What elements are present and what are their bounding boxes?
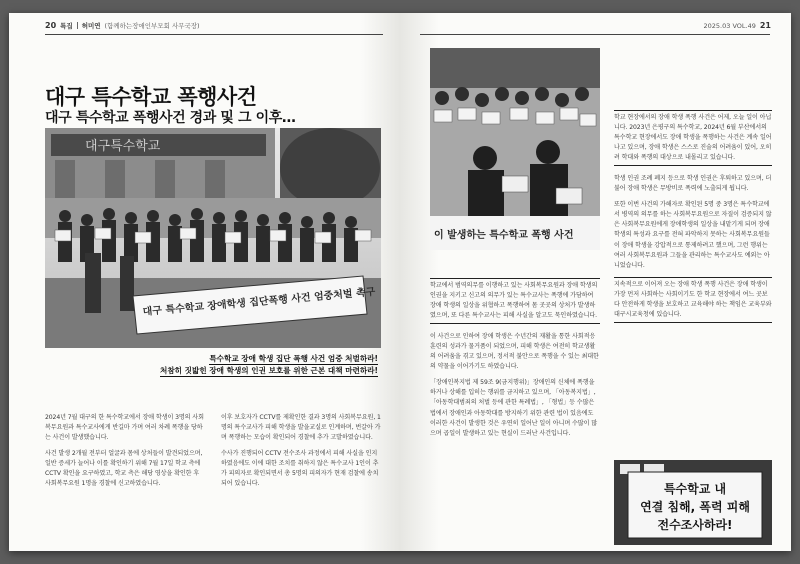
- paragraph: 이후 보호자가 CCTV를 제확인한 결과 3명의 사회복무요원, 1명의 특수교사가 피해 학생을 발을교실로 인계하며, 번갈아 가며 폭행하는 모습이 확인되어 경찰에 추가 고발하였습니다.: [221, 414, 381, 442]
- paragraph: 이 사건으로 인하여 장애 학생은 수년간의 재활을 통한 사회적응 훈련의 성과가 물거품이 되었으며, 피해 학생은 여전히 학교생활의 어려움을 겪고 있으며, 정서적 불안으로 폭행을 수 있는 최대한의 약물을 이어가기도 하였습니다.: [430, 333, 599, 371]
- paragraph: 학생 인권 조례 폐지 등으로 학생 인권은 후퇴하고 있으며, 더불어 장애 학생은 무방비로 폭력에 노출되게 됩니다.: [614, 175, 772, 193]
- protest-photo: [45, 128, 381, 348]
- left-page: [9, 13, 400, 551]
- right-column-1: [430, 278, 600, 445]
- paragraph: 또한 이번 사건의 가해자로 확인된 5명 중 3명은 특수학교에서 병역의 의무를 하는 사회복무요원으로 자질이 검증되지 않은 사회복무요원에게 장애학생의 일상을 내맡기게 되며 장애 학생의 특성과 요구를 전혀 파악하지 못하는 사회복무요원들이 장애 학생을 강압적으로 통제하려고 했으며, 그런 행위는 여러 사회복무요원과 그들을 관리하는 특수교사도 예외는 아니었습니다.: [614, 201, 772, 269]
- sign-photo-image: [614, 460, 772, 545]
- paragraph: 「장애인복지법 제 59조 9(금지행위)」장애인의 신체에 폭행을 하거나 상해를 입히는 행위를 금지하고 있으며, 「아동복지법」, 「아동학대범죄의 처벌 등에 관한 특례법」, 「형법」등 수많은 법에서 장애인과 아동학대를 방지하기 위한 관련 법이 있음에도 이러한 사건이 발생한 것은 우연히 일어난 일이 아니며 수많이 많으며 곱일이 발생하고 있는 현실이 드러난 사건입니다.: [430, 379, 597, 437]
- sign-line-2: 연결 침해, 폭력 피해: [640, 500, 750, 514]
- section-label: 특집: [60, 22, 73, 30]
- page-number: 20: [45, 21, 57, 30]
- paragraph: 2024년 7월 대구의 한 특수학교에서 장애 학생이 3명의 사회복무요원과 특수교사에게 반길마 가며 여러 차례 폭행을 당하는 사건이 발생했습니다.: [45, 414, 204, 442]
- header-rule: [45, 34, 383, 35]
- rally-photo: [430, 48, 600, 250]
- header-rule: [420, 34, 770, 35]
- photo-banner-text: 대구 특수학교 장애학생 집단폭행 사건 엄중처벌 촉구: [142, 286, 376, 318]
- paragraph: 학교 현장에서의 장애 학생 폭행 사건은 어제, 오늘 일이 아닙니다. 2023년 은평구의 특수학교, 2024년 6월 부산에서의 특수학교 현장에서도 장애 학생을 폭행하는 사건은 계속 일어나고 있으며, 장애 학생은 스스로 진술의 어려움이 있어, 오히려 학대와 폭행의 대상으로 내몰리고 있습니다.: [614, 114, 772, 162]
- sign-line-1: 특수학교 내: [663, 482, 727, 496]
- highlighted-paragraph: [614, 277, 772, 323]
- series-author: 허미연: [81, 22, 101, 30]
- left-column-1: [45, 413, 205, 495]
- header-divider: [77, 22, 78, 29]
- right-page: [400, 13, 791, 551]
- paragraph: 지속적으로 이어져 오는 장애 학생 폭행 사건은 장애 학생이 가장 먼저 사회하는 사회이기도 한 학교 현장에서 여느 곳보다 안전하게 학생을 보호하고 교육해야 하는 책임은 교육부와 대구시교육청에 있습니다.: [614, 280, 772, 318]
- article-title: 대구 특수학교 폭행사건: [45, 85, 257, 109]
- page-number: 21: [759, 21, 771, 30]
- photo-caption: [160, 353, 378, 377]
- magazine-spread: [9, 13, 791, 551]
- highlighted-paragraph: [430, 278, 600, 324]
- series-note: (함께하는장애인부모회 사무국장): [104, 22, 200, 30]
- paragraph: 사건 발생 2개월 전부터 얼굴과 몸에 상처들이 발견되었으며, 일반 증세가 늘어나 이를 확인하기 위해 7월 17일 학교 측에 CCTV 확인을 요구하였고, 학교 측은 해당 영상을 확인한 후 사회복무요원 1명을 경찰에 신고하였습니다.: [45, 450, 203, 488]
- left-page-header: [45, 21, 200, 30]
- issue-label: 2025.03 VOL.49: [703, 21, 756, 30]
- sign-photo: [614, 460, 772, 545]
- photo-building-sign: 대구특수학교: [85, 139, 161, 154]
- caption-line-2: 처참히 짓밟힌 장애 학생의 인권 보호를 위한 근본 대책 마련하라!: [160, 365, 378, 375]
- left-column-2: [221, 413, 381, 495]
- article-subtitle: 대구 특수학교 폭행사건 경과 및 그 이후…: [45, 110, 296, 126]
- sign-line-3: 전수조사하라!: [657, 518, 733, 532]
- right-column-2: [614, 110, 772, 323]
- protest-photo-image: [45, 128, 381, 348]
- paragraph: 학교에서 범역의무를 이행하고 있는 사회복무요원과 장애 학생의 인권을 지키고 신고의 의무가 있는 특수교사는 폭행에 가담하여 장애 학생의 일상을 위협하고 폭행하여 몸 곳곳의 상처가 발생하였으며, 또 다른 특수교사는 피해 사실을 알고도 묵인하였습니다.: [430, 282, 598, 320]
- rally-banner-text: 이 발생하는 특수학교 폭행 사건: [434, 230, 574, 241]
- highlighted-paragraph: [614, 110, 772, 166]
- rally-photo-image: [430, 48, 600, 250]
- caption-line-1: 특수학교 장애 학생 집단 폭행 사건 엄중 처벌하라!: [209, 354, 378, 363]
- paragraph: 수사가 진행되어 CCTV 전수조사 과정에서 피해 사실을 인지하였음에도 이에 대한 조치를 취하지 않은 특수교사 1인이 추가 피의자로 확인되면서 총 5명의 피의자가 현재 검찰에 송치되어 있습니다.: [221, 450, 379, 488]
- right-page-header: [704, 21, 772, 30]
